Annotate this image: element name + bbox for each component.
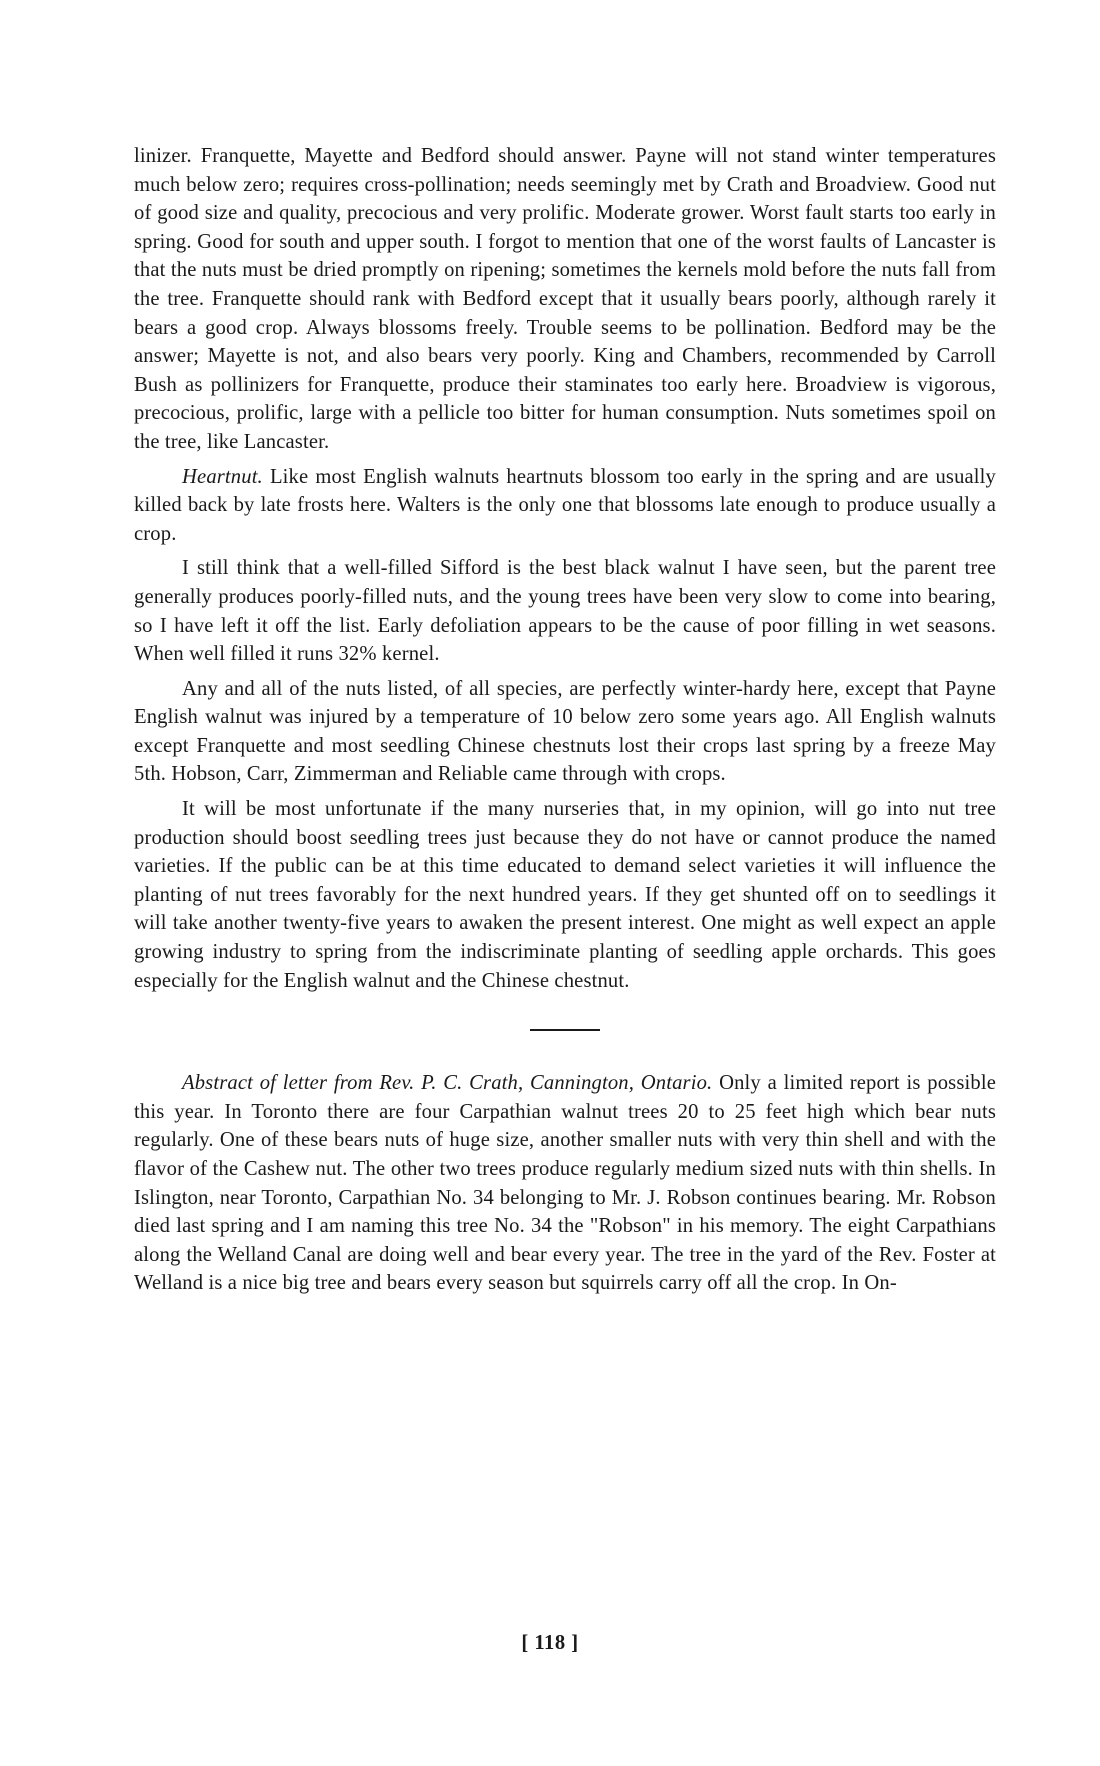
paragraph-abstract — [134, 1069, 996, 1298]
page-number: [ 118 ] — [521, 1632, 579, 1654]
paragraph-sifford: I still think that a well-filled Sifford is the best black walnut I have seen, but the parent tree generally produces poorly-filled nuts, and the young trees have been very slow to come into bearing, so I have left it off the list. Early defoliation appears to be the cause of poor filling in wet seasons. When well filled it runs 32% kernel. — [134, 557, 996, 666]
paragraph-heartnut — [134, 463, 996, 549]
paragraph-continuation: linizer. Franquette, Mayette and Bedford should answer. Payne will not stand winter temperatures much below zero; requires cross-pollination; needs seemingly met by Crath and Broadview. Good nut of good size and quality, precocious and very prolific. Moderate grower. Worst fault starts too early in spring. Good for south and upper south. I forgot to mention that one of the worst faults of Lancaster is that the nuts must be dried promptly on ripening; sometimes the kernels mold before the nuts fall from the tree. Franquette should rank with Bedford except that it usually bears poorly, although rarely it bears a good crop. Always blossoms freely. Trouble seems to be pollination. Bedford may be the answer; Mayette is not, and also bears very poorly. King and Chambers, recommended by Carroll Bush as pollinizers for Franquette, produce their staminates too early here. Broadview is vigorous, precocious, prolific, large with a pellicle too bitter for human consumption. Nuts sometimes spoil on the tree, like Lancaster. — [134, 145, 996, 453]
page-body — [134, 142, 996, 1304]
paragraph-winter-hardy: Any and all of the nuts listed, of all species, are perfectly winter-hardy here, except that Payne English walnut was injured by a temperature of 10 below zero some years ago. All English walnuts except Franquette and most seedling Chinese chestnuts lost their crops last spring by a freeze May 5th. Hobson, Carr, Zimmerman and Reliable came through with crops. — [134, 677, 996, 786]
abstract-text: Only a limited report is possible this year. In Toronto there are four Carpathian walnut trees 20 to 25 feet high which bear nuts regularly. One of these bears nuts of huge size, another smaller nuts with very thin shell and with the flavor of the Cashew nut. The other two trees produce regularly medium sized nuts with thin shells. In Islington, near Toronto, Carpathian No. 34 belonging to Mr. J. Robson continues bearing. Mr. Robson died last spring and I am naming this tree No. 34 the "Robson" in his memory. The eight Carpathians along the Welland Canal are doing well and bear every year. The tree in the yard of the Rev. Foster at Welland is a nice big tree and bears every season but squirrels carry off all the crop. In On- — [134, 1072, 996, 1295]
heartnut-heading: Heartnut. — [182, 465, 263, 488]
heartnut-text: Like most English walnuts heartnuts blossom too early in the spring and are usually killed back by late frosts here. Walters is the only one that blossoms late enough to produce usually a crop. — [134, 465, 996, 545]
paragraph-nurseries: It will be most unfortunate if the many nurseries that, in my opinion, will go into nut tree production should boost seedling trees just because they do not have or cannot produce the named varieties. If the public can be at this time educated to demand select varieties it will influence the planting of nut trees favorably for the next hundred years. If they get shunted off on to seedlings it will take another twenty-five years to awaken the present interest. One might as well expect an apple growing industry to spring from the indiscriminate planting of seedling apple orchards. This goes especially for the English walnut and the Chinese chestnut. — [134, 798, 996, 992]
section-divider — [530, 1029, 600, 1031]
abstract-heading: Abstract of letter from Rev. P. C. Crath, Cannington, Ontario. — [182, 1072, 713, 1095]
